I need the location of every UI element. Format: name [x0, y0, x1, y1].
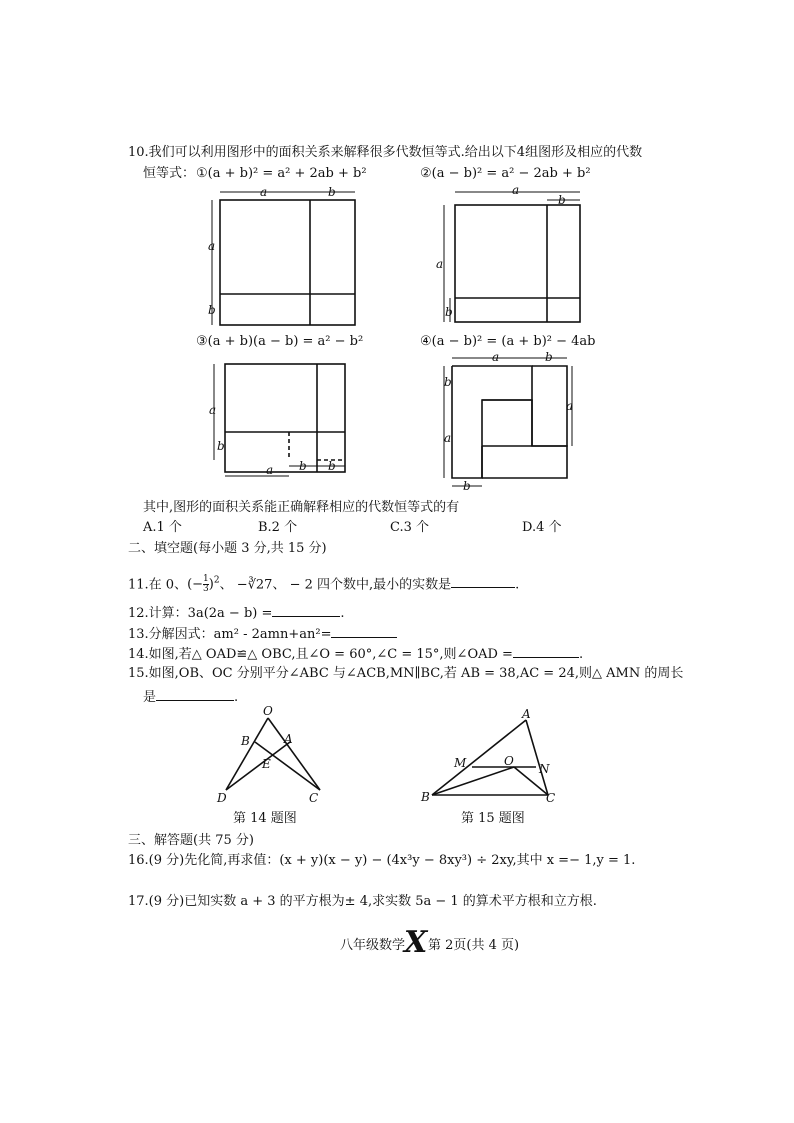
identity-4: ④(a − b)² = (a + b)² − 4ab [420, 334, 596, 349]
footer-logo: X [404, 925, 428, 960]
identity-1: ①(a + b)² = a² + 2ab + b² [196, 166, 367, 181]
q14-text: 14.如图,若△ OAD≌△ OBC,且∠O = 60°,∠C = 15°,则∠OAD = [128, 647, 513, 662]
q13 [128, 625, 397, 643]
section-2-heading: 二、填空题(每小题 3 分,共 15 分) [128, 541, 327, 556]
identity-3: ③(a + b)(a − b) = a² − b² [196, 334, 364, 349]
q10-question: 其中,图形的面积关系能正确解释相应的代数恒等式的有 [143, 500, 460, 515]
fig2-label-b-left: b [445, 305, 453, 319]
option-b: B.2 个 [258, 520, 298, 535]
figure-4 [430, 348, 590, 498]
q14-label-e: E [262, 757, 271, 771]
option-d: D.4 个 [522, 520, 562, 535]
figure-1 [200, 180, 360, 330]
option-c: C.3 个 [390, 520, 430, 535]
fig3-label-a-bottom: a [266, 463, 274, 477]
q15-label-o: O [504, 754, 514, 768]
fig1-label-b-left: b [208, 303, 216, 317]
fig4-label-a-left: a [444, 431, 452, 445]
q11-prefix: 11.在 0、 [128, 577, 188, 593]
q15-label-n: N [539, 762, 550, 776]
fig3-label-b-bottom2: b [328, 459, 336, 473]
fig1-label-b-top: b [328, 185, 336, 199]
q15-label-a: A [522, 707, 531, 721]
option-a: A.1 个 [143, 520, 182, 535]
section-3-heading: 三、解答题(共 75 分) [128, 833, 254, 848]
fig4-label-a-top: a [492, 350, 500, 364]
q15-suffix: . [234, 690, 239, 705]
q15-line2-text: 是 [143, 690, 157, 705]
q12 [128, 604, 345, 622]
q10-line2-prefix: 恒等式： [143, 166, 196, 181]
q15-label-c: C [546, 791, 556, 805]
fig4-label-a-right: a [566, 399, 574, 413]
fig4-label-b-left: b [444, 375, 452, 389]
q15-line1: 15.如图,OB、OC 分别平分∠ABC 与∠ACB,MN∥BC,若 AB = 38,AC = 24,则△ AMN 的周长 [128, 666, 684, 681]
q12-answer-blank[interactable] [272, 604, 340, 617]
q14-answer-blank[interactable] [513, 645, 579, 658]
q13-text: 13.分解因式：am² - 2amn+an²= [128, 627, 332, 642]
fig3-label-b-bottom1: b [299, 459, 307, 473]
q15-label-b: B [421, 790, 430, 804]
q14-label-d: D [217, 791, 227, 805]
q13-answer-blank[interactable] [331, 625, 397, 638]
q14-label-a: A [284, 732, 293, 746]
figure-3 [200, 352, 355, 482]
fig3-label-b-left: b [217, 439, 225, 453]
figure-2 [430, 180, 590, 330]
figure-q14 [210, 702, 340, 812]
q16: 16.(9 分)先化简,再求值：(x + y)(x − y) − (4x³y − 8xy³) ÷ 2xy,其中 x =− 1,y = 1. [128, 853, 636, 868]
fig3-label-a-left: a [209, 403, 217, 417]
fig2-label-a-left: a [436, 257, 444, 271]
q14 [128, 645, 583, 663]
figure-q14-caption: 第 14 题图 [233, 811, 297, 826]
q17: 17.(9 分)已知实数 a + 3 的平方根为± 4,求实数 5a − 1 的算术平方根和立方根. [128, 894, 597, 909]
q12-text: 12.计算：3a(2a − b) = [128, 606, 273, 621]
fig1-label-a-left: a [208, 239, 216, 253]
q14-suffix: . [578, 647, 584, 662]
identity-2: ②(a − b)² = a² − 2ab + b² [420, 166, 591, 181]
q11 [128, 573, 519, 594]
fig4-label-b-bottom: b [463, 479, 471, 493]
fig1-label-a-top: a [260, 185, 268, 199]
footer-left: 八年级数学 [340, 938, 406, 953]
q14-label-o: O [263, 704, 273, 718]
figure-q15 [418, 705, 568, 810]
footer-page: 第 2页(共 4 页) [428, 938, 520, 953]
q11-fraction: (− $\frac{1}{3}$ )$^2$ [187, 574, 220, 595]
fig4-label-b-top: b [545, 350, 553, 364]
q14-label-c: C [309, 791, 319, 805]
fig2-label-a-top: a [512, 183, 520, 197]
q12-suffix: . [340, 606, 345, 621]
q15-answer-blank[interactable] [156, 688, 234, 701]
fig2-label-b-top: b [558, 193, 566, 207]
q11-suffix: . [515, 577, 520, 593]
q15-label-m: M [454, 756, 467, 770]
q11-middle: 、 −∛27、 − 2 四个数中,最小的实数是 [219, 577, 452, 593]
q11-answer-blank[interactable] [451, 575, 515, 588]
q14-label-b: B [241, 734, 250, 748]
q10-line1: 10.我们可以利用图形中的面积关系来解释很多代数恒等式.给出以下4组图形及相应的代数 [128, 145, 643, 160]
figure-q15-caption: 第 15 题图 [461, 811, 525, 826]
